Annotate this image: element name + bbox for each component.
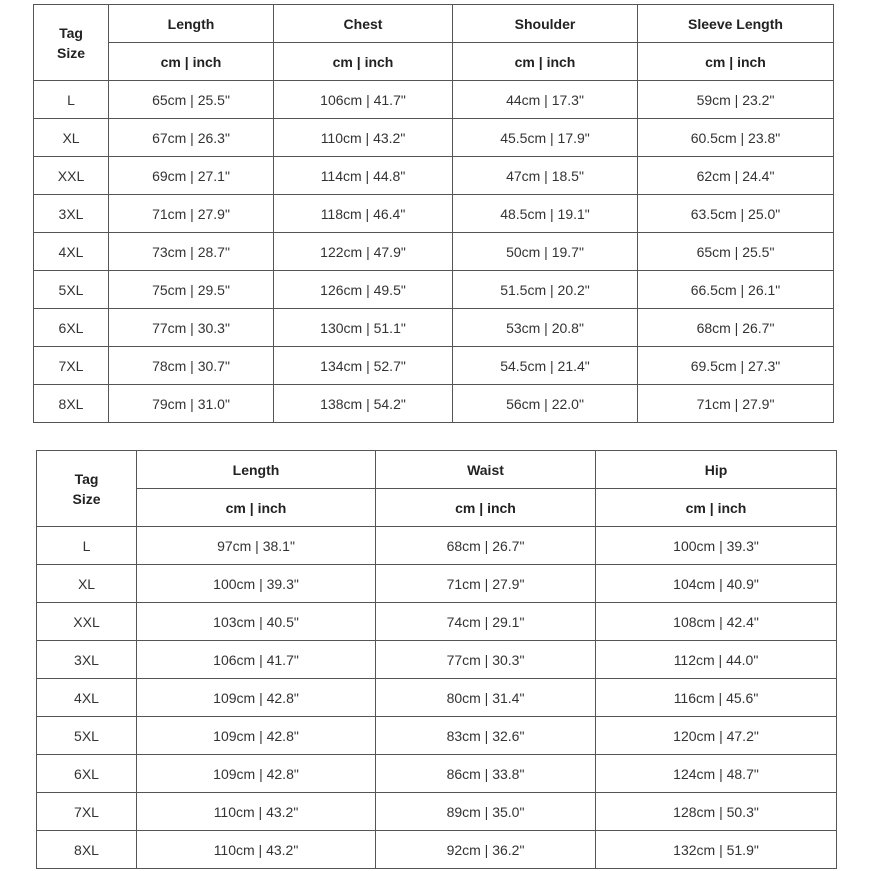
bottom-size-chart-table	[36, 450, 837, 869]
table-row	[34, 309, 834, 347]
measurement-cell: 77cm | 30.3"	[376, 641, 596, 679]
measurement-cell: 44cm | 17.3"	[453, 81, 638, 119]
size-cell: 6XL	[37, 755, 137, 793]
measurement-cell: 47cm | 18.5"	[453, 157, 638, 195]
table-row	[34, 195, 834, 233]
table-row	[37, 831, 837, 869]
measurement-cell: 120cm | 47.2"	[596, 717, 837, 755]
column-header-hip: Hip	[596, 451, 837, 489]
measurement-cell: 108cm | 42.4"	[596, 603, 837, 641]
top-size-chart-table	[33, 4, 834, 423]
size-cell: XXL	[37, 603, 137, 641]
measurement-cell: 103cm | 40.5"	[137, 603, 376, 641]
measurement-cell: 80cm | 31.4"	[376, 679, 596, 717]
measurement-cell: 53cm | 20.8"	[453, 309, 638, 347]
measurement-cell: 83cm | 32.6"	[376, 717, 596, 755]
unit-row	[37, 489, 837, 527]
size-cell: 4XL	[37, 679, 137, 717]
header-row	[34, 5, 834, 43]
measurement-cell: 63.5cm | 25.0"	[638, 195, 834, 233]
column-header-sleeve-length: Sleeve Length	[638, 5, 834, 43]
measurement-cell: 116cm | 45.6"	[596, 679, 837, 717]
measurement-cell: 106cm | 41.7"	[137, 641, 376, 679]
size-cell: L	[37, 527, 137, 565]
header-row	[37, 451, 837, 489]
table-row	[34, 233, 834, 271]
unit-label: cm | inch	[453, 43, 638, 81]
size-cell: XXL	[34, 157, 109, 195]
measurement-cell: 59cm | 23.2"	[638, 81, 834, 119]
table-row	[37, 565, 837, 603]
measurement-cell: 110cm | 43.2"	[137, 793, 376, 831]
measurement-cell: 71cm | 27.9"	[638, 385, 834, 423]
measurement-cell: 75cm | 29.5"	[109, 271, 274, 309]
table-row	[34, 119, 834, 157]
measurement-cell: 130cm | 51.1"	[274, 309, 453, 347]
measurement-cell: 134cm | 52.7"	[274, 347, 453, 385]
size-cell: 4XL	[34, 233, 109, 271]
size-cell: 8XL	[37, 831, 137, 869]
size-cell: 5XL	[34, 271, 109, 309]
measurement-cell: 122cm | 47.9"	[274, 233, 453, 271]
measurement-cell: 109cm | 42.8"	[137, 755, 376, 793]
table-row	[37, 793, 837, 831]
measurement-cell: 69cm | 27.1"	[109, 157, 274, 195]
measurement-cell: 114cm | 44.8"	[274, 157, 453, 195]
measurement-cell: 112cm | 44.0"	[596, 641, 837, 679]
measurement-cell: 69.5cm | 27.3"	[638, 347, 834, 385]
unit-label: cm | inch	[638, 43, 834, 81]
table-row	[34, 271, 834, 309]
measurement-cell: 62cm | 24.4"	[638, 157, 834, 195]
size-cell: 7XL	[37, 793, 137, 831]
measurement-cell: 45.5cm | 17.9"	[453, 119, 638, 157]
measurement-cell: 110cm | 43.2"	[274, 119, 453, 157]
tag-size-header: Tag Size	[37, 451, 137, 527]
table-row	[37, 755, 837, 793]
table-row	[34, 385, 834, 423]
table-row	[37, 641, 837, 679]
column-header-chest: Chest	[274, 5, 453, 43]
table-row	[34, 157, 834, 195]
unit-label: cm | inch	[137, 489, 376, 527]
measurement-cell: 138cm | 54.2"	[274, 385, 453, 423]
measurement-cell: 66.5cm | 26.1"	[638, 271, 834, 309]
measurement-cell: 104cm | 40.9"	[596, 565, 837, 603]
size-cell: 3XL	[34, 195, 109, 233]
measurement-cell: 106cm | 41.7"	[274, 81, 453, 119]
size-cell: XL	[37, 565, 137, 603]
measurement-cell: 132cm | 51.9"	[596, 831, 837, 869]
column-header-waist: Waist	[376, 451, 596, 489]
size-cell: 8XL	[34, 385, 109, 423]
size-cell: 3XL	[37, 641, 137, 679]
measurement-cell: 74cm | 29.1"	[376, 603, 596, 641]
measurement-cell: 92cm | 36.2"	[376, 831, 596, 869]
measurement-cell: 109cm | 42.8"	[137, 679, 376, 717]
column-header-length: Length	[109, 5, 274, 43]
table-row	[37, 679, 837, 717]
unit-row	[34, 43, 834, 81]
size-cell: L	[34, 81, 109, 119]
measurement-cell: 97cm | 38.1"	[137, 527, 376, 565]
measurement-cell: 65cm | 25.5"	[638, 233, 834, 271]
size-cell: XL	[34, 119, 109, 157]
table-row	[34, 81, 834, 119]
measurement-cell: 48.5cm | 19.1"	[453, 195, 638, 233]
measurement-cell: 71cm | 27.9"	[376, 565, 596, 603]
measurement-cell: 79cm | 31.0"	[109, 385, 274, 423]
measurement-cell: 60.5cm | 23.8"	[638, 119, 834, 157]
table-row	[37, 527, 837, 565]
measurement-cell: 73cm | 28.7"	[109, 233, 274, 271]
column-header-shoulder: Shoulder	[453, 5, 638, 43]
tag-size-header: Tag Size	[34, 5, 109, 81]
table-row	[37, 603, 837, 641]
measurement-cell: 71cm | 27.9"	[109, 195, 274, 233]
measurement-cell: 50cm | 19.7"	[453, 233, 638, 271]
size-cell: 6XL	[34, 309, 109, 347]
measurement-cell: 68cm | 26.7"	[376, 527, 596, 565]
measurement-cell: 77cm | 30.3"	[109, 309, 274, 347]
measurement-cell: 89cm | 35.0"	[376, 793, 596, 831]
measurement-cell: 118cm | 46.4"	[274, 195, 453, 233]
measurement-cell: 124cm | 48.7"	[596, 755, 837, 793]
measurement-cell: 110cm | 43.2"	[137, 831, 376, 869]
unit-label: cm | inch	[376, 489, 596, 527]
measurement-cell: 128cm | 50.3"	[596, 793, 837, 831]
measurement-cell: 54.5cm | 21.4"	[453, 347, 638, 385]
unit-label: cm | inch	[596, 489, 837, 527]
measurement-cell: 78cm | 30.7"	[109, 347, 274, 385]
measurement-cell: 100cm | 39.3"	[137, 565, 376, 603]
size-cell: 7XL	[34, 347, 109, 385]
measurement-cell: 126cm | 49.5"	[274, 271, 453, 309]
measurement-cell: 109cm | 42.8"	[137, 717, 376, 755]
measurement-cell: 100cm | 39.3"	[596, 527, 837, 565]
unit-label: cm | inch	[274, 43, 453, 81]
measurement-cell: 51.5cm | 20.2"	[453, 271, 638, 309]
table-row	[34, 347, 834, 385]
measurement-cell: 56cm | 22.0"	[453, 385, 638, 423]
measurement-cell: 86cm | 33.8"	[376, 755, 596, 793]
measurement-cell: 67cm | 26.3"	[109, 119, 274, 157]
measurement-cell: 68cm | 26.7"	[638, 309, 834, 347]
size-cell: 5XL	[37, 717, 137, 755]
measurement-cell: 65cm | 25.5"	[109, 81, 274, 119]
table-row	[37, 717, 837, 755]
unit-label: cm | inch	[109, 43, 274, 81]
column-header-length: Length	[137, 451, 376, 489]
